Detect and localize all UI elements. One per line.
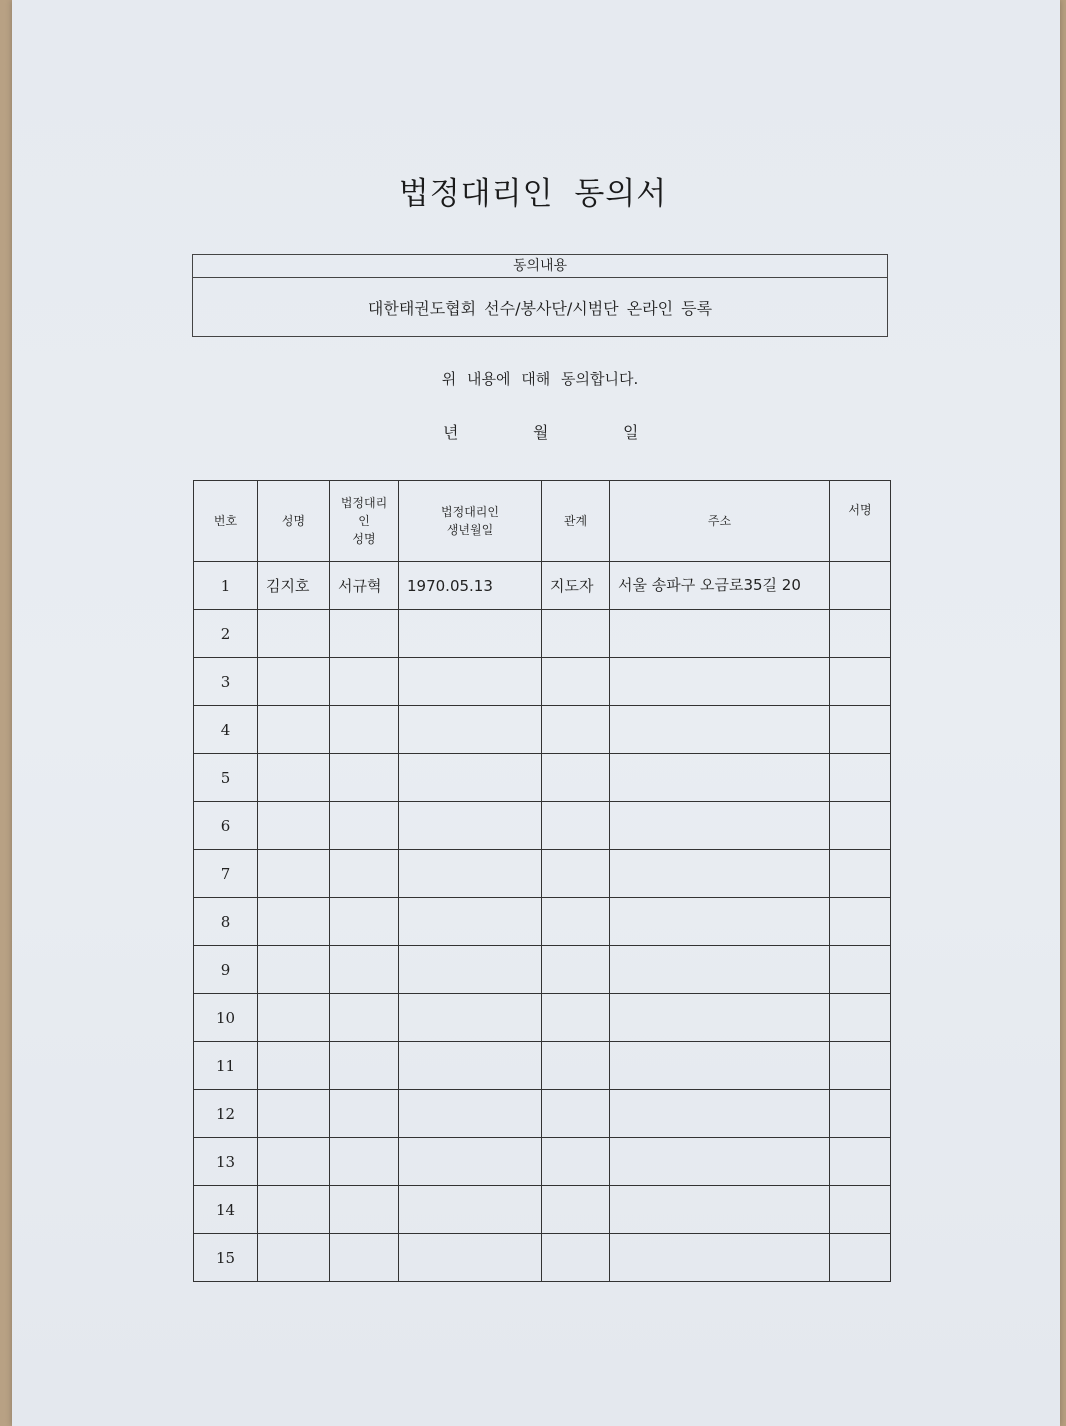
table-row bbox=[194, 1186, 891, 1234]
row-name bbox=[258, 706, 330, 754]
row-number: 8 bbox=[194, 898, 258, 946]
row-signature[interactable] bbox=[830, 1138, 891, 1186]
row-guardian-name bbox=[330, 1186, 399, 1234]
row-name bbox=[258, 1138, 330, 1186]
row-signature[interactable] bbox=[830, 1042, 891, 1090]
row-name bbox=[258, 898, 330, 946]
row-signature[interactable] bbox=[830, 898, 891, 946]
row-name bbox=[258, 754, 330, 802]
row-guardian-birth bbox=[399, 610, 542, 658]
row-number: 10 bbox=[194, 994, 258, 1042]
guardian-table bbox=[193, 480, 891, 1282]
row-number: 14 bbox=[194, 1186, 258, 1234]
row-name bbox=[258, 850, 330, 898]
document-title: 법정대리인 동의서 bbox=[398, 176, 668, 212]
row-guardian-name bbox=[330, 706, 399, 754]
row-name bbox=[258, 802, 330, 850]
row-number: 2 bbox=[194, 610, 258, 658]
row-guardian-name bbox=[330, 850, 399, 898]
row-number: 1 bbox=[194, 562, 258, 610]
row-signature[interactable] bbox=[830, 1234, 891, 1282]
table-header-row bbox=[194, 481, 891, 562]
row-address bbox=[610, 802, 830, 850]
row-signature[interactable] bbox=[830, 802, 891, 850]
row-guardian-birth bbox=[399, 1234, 542, 1282]
row-guardian-birth bbox=[399, 1186, 542, 1234]
row-address bbox=[610, 754, 830, 802]
row-signature[interactable] bbox=[830, 610, 891, 658]
row-number: 6 bbox=[194, 802, 258, 850]
row-name bbox=[258, 658, 330, 706]
table-row bbox=[194, 706, 891, 754]
row-address bbox=[610, 994, 830, 1042]
row-number: 9 bbox=[194, 946, 258, 994]
row-guardian-name bbox=[330, 1234, 399, 1282]
row-guardian-name bbox=[330, 1138, 399, 1186]
row-relation bbox=[542, 754, 610, 802]
row-signature[interactable] bbox=[830, 1090, 891, 1138]
consent-box bbox=[192, 254, 888, 337]
row-number: 7 bbox=[194, 850, 258, 898]
row-number: 12 bbox=[194, 1090, 258, 1138]
header-guardian-birth bbox=[399, 481, 542, 562]
row-number: 4 bbox=[194, 706, 258, 754]
header-guardian-name bbox=[330, 481, 399, 562]
header-guardian-birth-line1: 법정대리인 bbox=[441, 505, 499, 519]
row-number: 11 bbox=[194, 1042, 258, 1090]
row-address bbox=[610, 706, 830, 754]
row-guardian-name bbox=[330, 658, 399, 706]
row-signature[interactable] bbox=[830, 754, 891, 802]
row-address bbox=[610, 658, 830, 706]
row-address bbox=[610, 946, 830, 994]
row-guardian-birth bbox=[399, 802, 542, 850]
row-signature[interactable] bbox=[830, 706, 891, 754]
row-guardian-name bbox=[330, 946, 399, 994]
row-guardian-name bbox=[330, 610, 399, 658]
table-row bbox=[194, 754, 891, 802]
row-relation bbox=[542, 1042, 610, 1090]
header-name: 성명 bbox=[258, 481, 330, 562]
consent-header: 동의내용 bbox=[193, 255, 887, 278]
consent-text: 대한태권도협회 선수/봉사단/시범단 온라인 등록 bbox=[367, 299, 713, 318]
row-number: 15 bbox=[194, 1234, 258, 1282]
header-guardian-name-line2: 인 bbox=[358, 514, 370, 528]
row-address bbox=[610, 610, 830, 658]
table-row bbox=[194, 850, 891, 898]
table-row bbox=[194, 946, 891, 994]
row-guardian-birth bbox=[399, 898, 542, 946]
table-row bbox=[194, 658, 891, 706]
row-guardian-birth bbox=[399, 946, 542, 994]
row-address bbox=[610, 1138, 830, 1186]
row-address bbox=[610, 898, 830, 946]
row-relation bbox=[542, 610, 610, 658]
header-no: 번호 bbox=[194, 481, 258, 562]
row-name bbox=[258, 1234, 330, 1282]
row-number: 5 bbox=[194, 754, 258, 802]
header-guardian-birth-line2: 생년월일 bbox=[446, 523, 494, 537]
row-relation bbox=[542, 850, 610, 898]
row-relation bbox=[542, 994, 610, 1042]
row-address bbox=[610, 1090, 830, 1138]
row-signature[interactable] bbox=[830, 850, 891, 898]
row-signature[interactable] bbox=[830, 946, 891, 994]
row-guardian-name bbox=[330, 1042, 399, 1090]
row-relation bbox=[542, 1234, 610, 1282]
table-row bbox=[194, 1234, 891, 1282]
row-relation bbox=[542, 706, 610, 754]
row-relation bbox=[542, 946, 610, 994]
header-relation: 관계 bbox=[542, 481, 610, 562]
row-guardian-birth bbox=[399, 754, 542, 802]
row-guardian-birth bbox=[399, 706, 542, 754]
date-day-label: 일 bbox=[623, 423, 639, 442]
row-guardian-name: 서규혁 bbox=[330, 562, 399, 610]
row-relation bbox=[542, 1090, 610, 1138]
row-address bbox=[610, 1234, 830, 1282]
row-name bbox=[258, 1042, 330, 1090]
header-guardian-name-line1: 법정대리 bbox=[340, 496, 388, 510]
table-row bbox=[194, 898, 891, 946]
row-number: 13 bbox=[194, 1138, 258, 1186]
table-row bbox=[194, 562, 891, 610]
header-guardian-name-line3: 성명 bbox=[352, 532, 376, 546]
header-address: 주소 bbox=[610, 481, 830, 562]
row-guardian-name bbox=[330, 754, 399, 802]
row-number: 3 bbox=[194, 658, 258, 706]
row-relation bbox=[542, 1186, 610, 1234]
row-name bbox=[258, 994, 330, 1042]
row-guardian-name bbox=[330, 1090, 399, 1138]
row-guardian-name bbox=[330, 898, 399, 946]
row-guardian-birth bbox=[399, 658, 542, 706]
row-name bbox=[258, 946, 330, 994]
row-relation bbox=[542, 1138, 610, 1186]
date-year-label: 년 bbox=[443, 423, 459, 442]
row-guardian-birth: 1970.05.13 bbox=[399, 562, 542, 610]
row-guardian-birth bbox=[399, 994, 542, 1042]
row-guardian-birth bbox=[399, 1138, 542, 1186]
table-row bbox=[194, 994, 891, 1042]
table-row bbox=[194, 1138, 891, 1186]
row-signature[interactable] bbox=[830, 658, 891, 706]
agree-statement: 위 내용에 대해 동의합니다. bbox=[441, 370, 639, 388]
row-address bbox=[610, 1186, 830, 1234]
row-relation: 지도자 bbox=[542, 562, 610, 610]
row-guardian-birth bbox=[399, 1042, 542, 1090]
row-signature[interactable] bbox=[830, 562, 891, 610]
date-month-label: 월 bbox=[533, 423, 549, 442]
row-name bbox=[258, 1090, 330, 1138]
table-row bbox=[194, 1042, 891, 1090]
row-name: 김지호 bbox=[258, 562, 330, 610]
row-address: 서울 송파구 오금로35길 20 bbox=[610, 562, 830, 610]
row-address bbox=[610, 1042, 830, 1090]
header-signature: 서명 bbox=[830, 481, 891, 562]
row-name bbox=[258, 610, 330, 658]
row-address bbox=[610, 850, 830, 898]
row-signature[interactable] bbox=[830, 1186, 891, 1234]
row-signature[interactable] bbox=[830, 994, 891, 1042]
table-row bbox=[194, 802, 891, 850]
table-row bbox=[194, 610, 891, 658]
row-relation bbox=[542, 658, 610, 706]
row-guardian-name bbox=[330, 802, 399, 850]
row-guardian-name bbox=[330, 994, 399, 1042]
row-name bbox=[258, 1186, 330, 1234]
row-guardian-birth bbox=[399, 1090, 542, 1138]
row-relation bbox=[542, 802, 610, 850]
table-row bbox=[194, 1090, 891, 1138]
row-guardian-birth bbox=[399, 850, 542, 898]
row-relation bbox=[542, 898, 610, 946]
